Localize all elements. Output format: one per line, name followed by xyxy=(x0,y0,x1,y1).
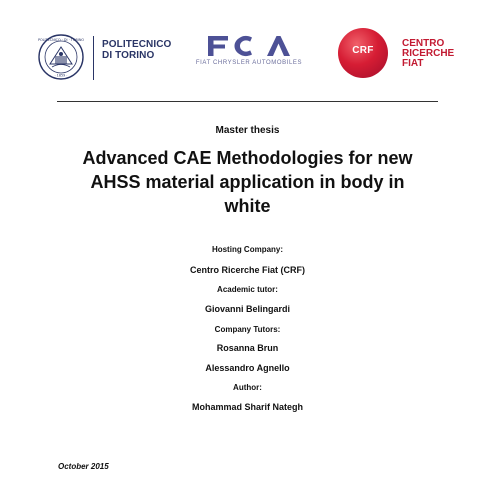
horizontal-rule xyxy=(57,101,438,102)
crf-name-line3: FIAT xyxy=(402,58,424,69)
thesis-title-line2: AHSS material application in body in xyxy=(90,172,405,192)
author-label: Author: xyxy=(233,383,262,392)
academic-tutor-label: Academic tutor: xyxy=(217,285,278,294)
hosting-company-value: Centro Ricerche Fiat (CRF) xyxy=(189,265,305,275)
crf-logo xyxy=(338,28,478,80)
fca-logo xyxy=(190,34,308,74)
logo-header xyxy=(0,0,495,92)
polito-name-line2: DI TORINO xyxy=(102,50,155,61)
thesis-title-line3: white xyxy=(224,196,271,216)
polito-name xyxy=(102,39,171,61)
polito-divider xyxy=(93,36,94,80)
fca-subtitle: FIAT CHRYSLER AUTOMOBILES xyxy=(195,60,303,66)
crf-circle-icon xyxy=(338,28,388,78)
svg-text:· 1859 ·: · 1859 · xyxy=(54,73,68,78)
polito-name-line1: POLITECNICO xyxy=(102,39,172,50)
polito-logo xyxy=(38,34,178,82)
document-type: Master thesis xyxy=(215,125,280,136)
company-tutor-1: Rosanna Brun xyxy=(216,343,279,353)
thesis-title xyxy=(0,146,495,218)
thesis-title-line1: Advanced CAE Methodologies for new xyxy=(82,148,413,168)
hosting-company-label: Hosting Company: xyxy=(211,245,284,254)
crf-name-line1: CENTRO xyxy=(402,38,445,49)
academic-tutor-value: Giovanni Belingardi xyxy=(204,304,290,314)
crf-name-line2: RICERCHE xyxy=(402,48,455,59)
svg-text:POLITECNICO · DI · TORINO: POLITECNICO · DI · TORINO xyxy=(38,37,84,42)
fca-mark-icon xyxy=(206,34,292,58)
company-tutors-label: Company Tutors: xyxy=(214,325,281,334)
thesis-date: October 2015 xyxy=(58,462,109,471)
polito-seal-icon xyxy=(38,34,84,80)
crf-circle-text: CRF xyxy=(352,45,374,56)
company-tutor-2: Alessandro Agnello xyxy=(205,363,290,373)
author-value: Mohammad Sharif Nategh xyxy=(191,402,303,412)
crf-name xyxy=(402,39,454,69)
